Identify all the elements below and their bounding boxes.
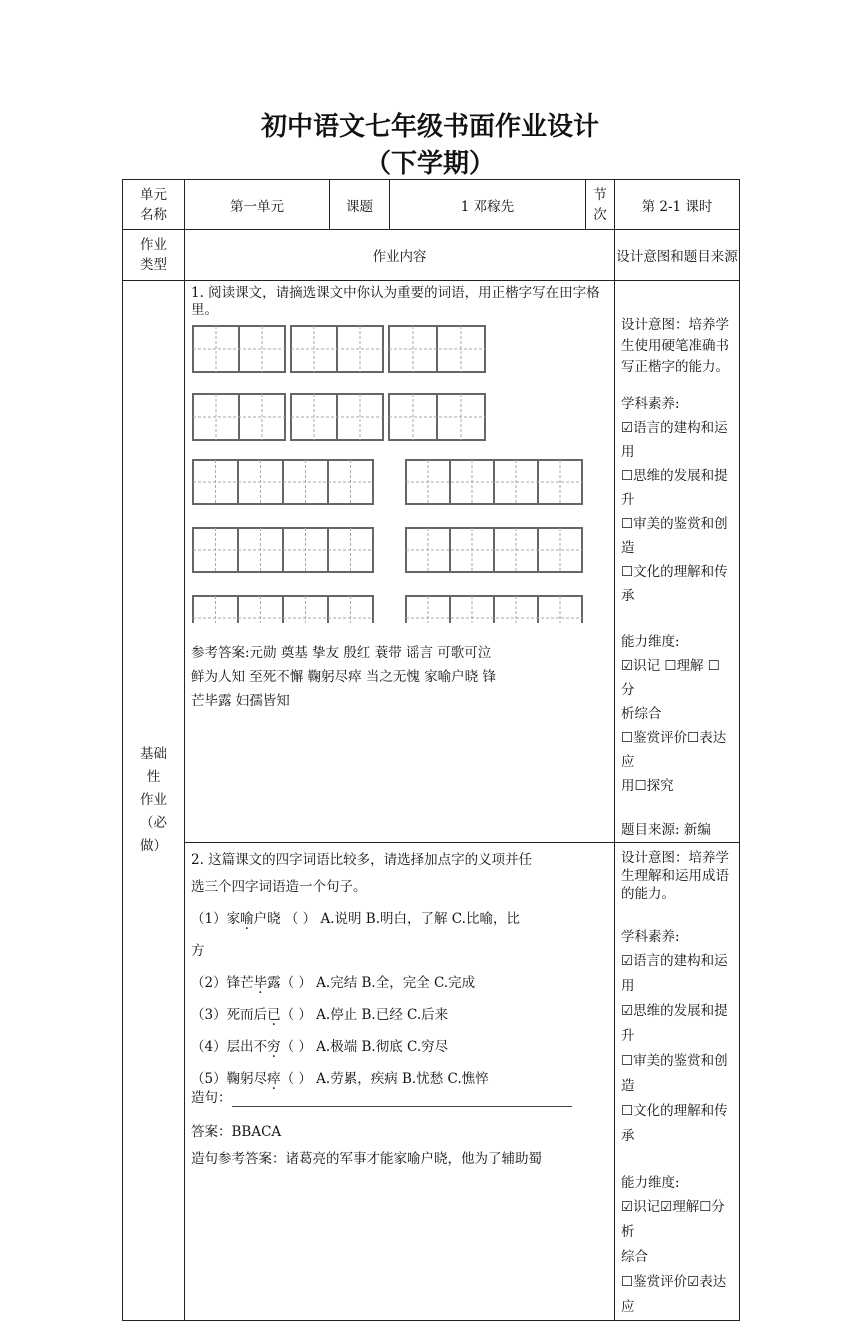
lesson-label: 课题 bbox=[330, 180, 390, 230]
q2-sentence: 造句： bbox=[191, 1089, 608, 1107]
q2-item-5: （5）鞠躬尽瘁（ ） A.劳累，疾病 B.忧愁 C.憔悴 bbox=[191, 1071, 489, 1087]
homework-table bbox=[122, 179, 740, 1321]
q2-answer: 答案：BBACA 造句参考答案：诸葛亮的军事才能家喻户晓，他为了辅助蜀 bbox=[191, 1124, 542, 1167]
content-label: 作业内容 bbox=[185, 230, 615, 281]
tianzige-block bbox=[193, 394, 285, 440]
lesson-value: 1 邓稼先 bbox=[390, 180, 586, 230]
q1-cell bbox=[185, 281, 615, 843]
q1-prompt: 1. 阅读课文，请摘选课文中你认为重要的词语，用正楷字写在田字格里。 bbox=[191, 285, 600, 318]
tianzige-block bbox=[291, 326, 383, 372]
q1-answer: 参考答案:元勋 奠基 挚友 殷红 蓑带 谣言 可歌可泣 鲜为人知 至死不懈 鞠躬尽瘁 当之无愧 家喻户晓 锋 芒毕露 妇孺皆知 bbox=[191, 645, 496, 709]
tianzige-block bbox=[389, 394, 485, 440]
intent-label: 设计意图和题目来源 bbox=[615, 230, 740, 281]
row-type-label: 基础 性 作业 （必 做） bbox=[123, 281, 185, 1321]
tianzige-block bbox=[193, 326, 285, 372]
tianzige-block bbox=[193, 596, 373, 623]
tianzige-block bbox=[406, 528, 582, 572]
q2-item-4: （4）层出不穷（ ） A.极端 B.彻底 C.穷尽 bbox=[191, 1039, 449, 1055]
q2-item-1-cont: 方 bbox=[191, 943, 205, 959]
tianzige-block bbox=[406, 460, 582, 504]
q2-item-1: （1）家喻户晓 （ ） A.说明 B.明白，了解 C.比喻，比 bbox=[191, 911, 520, 927]
tianzige-block bbox=[193, 528, 373, 572]
q2-item-3: （3）死而后已（ ） A.停止 B.已经 C.后来 bbox=[191, 1007, 449, 1023]
tianzige-block bbox=[406, 596, 582, 623]
type-label: 作业 类型 bbox=[123, 230, 185, 281]
tianzige-grid bbox=[189, 323, 589, 623]
q1-intent-cell: 设计意图：培养学生使用硬笔准确书写正楷字的能力。 学科素养: ☑语言的建构和运用 ☐思维的发展和提升 ☐审美的鉴赏和创造 ☐文化的理解和传承 能力维度: ☑识记 ☐理解 ☐分 析综合 ☐鉴赏评价☐表达应 用☐探究 题目来源: 新编 bbox=[615, 281, 740, 843]
q2-items bbox=[191, 903, 608, 1089]
q2-intent-cell: 设计意图：培养学生理解和运用成语的能力。 学科素养: ☑语言的建构和运用 ☑思维的发展和提升 ☐审美的鉴赏和创造 ☐文化的理解和传承 能力维度: ☑识记☑理解☐分析 综合 ☐鉴赏评价☑表达应 bbox=[615, 843, 740, 1321]
doc-title: 初中语文七年级书面作业设计 bbox=[260, 112, 599, 142]
sentence-blank bbox=[232, 1092, 572, 1107]
q2-cell bbox=[185, 843, 615, 1321]
q2-item-2: （2）锋芒毕露（ ） A.完结 B.全，完全 C.完成 bbox=[191, 975, 476, 991]
section-value: 第 2-1 课时 bbox=[615, 180, 740, 230]
doc-subtitle: （下学期） bbox=[364, 149, 495, 179]
tianzige-block bbox=[291, 394, 383, 440]
tianzige-block bbox=[193, 460, 373, 504]
unit-label: 单元 名称 bbox=[123, 180, 185, 230]
section-label: 节 次 bbox=[586, 180, 615, 230]
unit-value: 第一单元 bbox=[185, 180, 330, 230]
tianzige-grids bbox=[191, 319, 608, 619]
q2-prompt: 2. 这篇课文的四字词语比较多，请选择加点字的义项并任 选三个四字词语造一个句子。 bbox=[191, 852, 533, 895]
tianzige-block bbox=[389, 326, 485, 372]
